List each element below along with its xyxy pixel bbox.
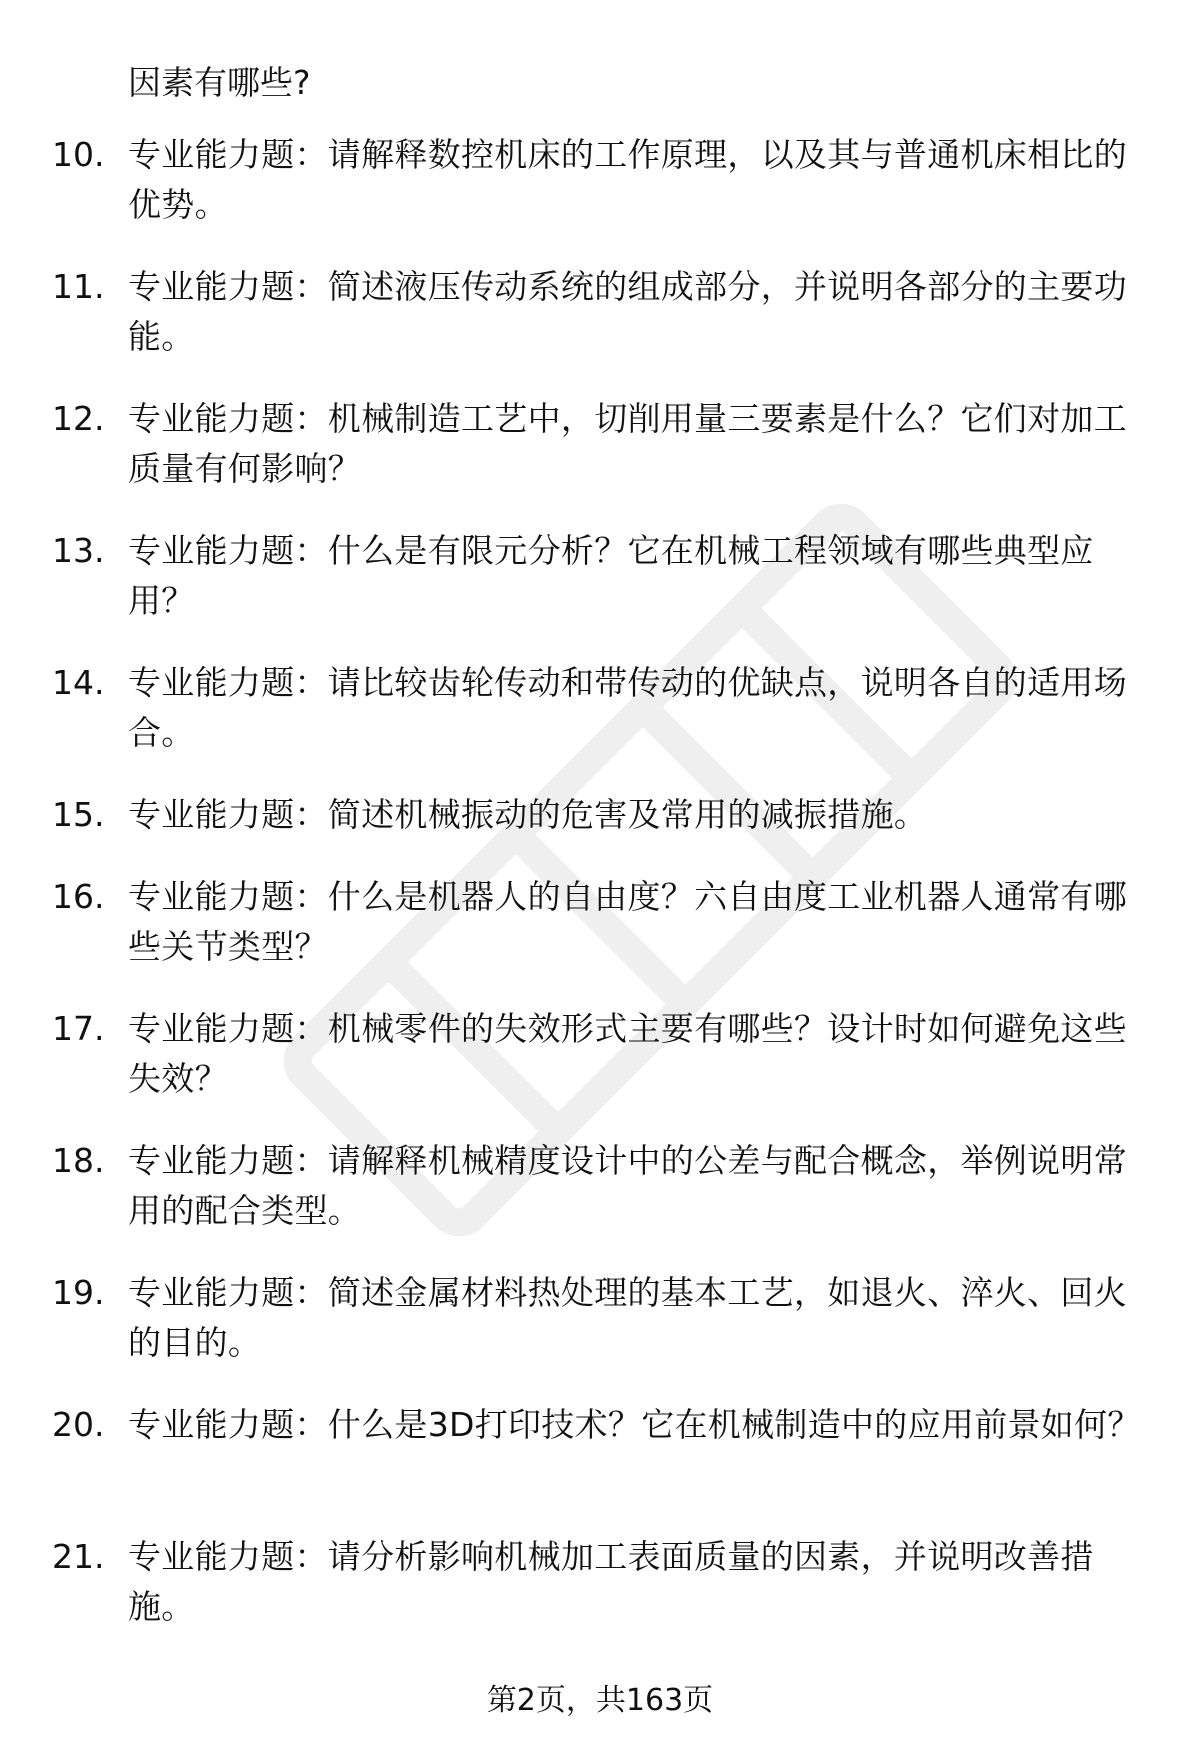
question-number: 19. — [52, 1273, 105, 1312]
page-footer: 第2页，共163页 — [486, 1683, 714, 1718]
question-item-18 — [0, 1136, 1200, 1236]
question-item-19 — [0, 1268, 1200, 1368]
question-number: 21. — [52, 1537, 105, 1576]
question-text: 专业能力题：请比较齿轮传动和带传动的优缺点，说明各自的适用场合。 — [128, 663, 1127, 752]
question-number: 10. — [52, 135, 105, 174]
question-text: 专业能力题：请解释数控机床的工作原理，以及其与普通机床相比的优势。 — [128, 135, 1127, 224]
question-number: 14. — [52, 663, 105, 702]
continued-question-text: 因素有哪些? — [128, 63, 311, 102]
question-item-12 — [0, 394, 1200, 494]
question-item-11 — [0, 262, 1200, 362]
question-text: 专业能力题：请分析影响机械加工表面质量的因素，并说明改善措施。 — [128, 1537, 1094, 1626]
question-number: 20. — [52, 1405, 105, 1444]
question-number: 13. — [52, 531, 105, 570]
question-number: 16. — [52, 877, 105, 916]
question-text: 专业能力题：什么是机器人的自由度？六自由度工业机器人通常有哪些关节类型？ — [128, 877, 1127, 966]
question-number: 17. — [52, 1009, 105, 1048]
question-number: 12. — [52, 399, 105, 438]
question-item-17 — [0, 1004, 1200, 1104]
question-text: 专业能力题：简述机械振动的危害及常用的减振措施。 — [128, 795, 928, 834]
question-text: 专业能力题：机械制造工艺中，切削用量三要素是什么？它们对加工质量有何影响？ — [128, 399, 1127, 488]
question-item-21 — [0, 1532, 1200, 1632]
question-item-10 — [0, 130, 1200, 230]
question-number: 11. — [52, 267, 105, 306]
question-text: 专业能力题：简述液压传动系统的组成部分，并说明各部分的主要功能。 — [128, 267, 1127, 356]
question-list — [0, 130, 1200, 1664]
question-text: 专业能力题：什么是3D打印技术？它在机械制造中的应用前景如何？ — [128, 1405, 1141, 1444]
question-item-16 — [0, 872, 1200, 972]
question-number: 15. — [52, 795, 105, 834]
question-item-20 — [0, 1400, 1200, 1500]
question-text: 专业能力题：请解释机械精度设计中的公差与配合概念，举例说明常用的配合类型。 — [128, 1141, 1127, 1230]
question-text: 专业能力题：机械零件的失效形式主要有哪些？设计时如何避免这些失效？ — [128, 1009, 1127, 1098]
question-item-14 — [0, 658, 1200, 758]
question-item-13 — [0, 526, 1200, 626]
question-text: 专业能力题：简述金属材料热处理的基本工艺，如退火、淬火、回火的目的。 — [128, 1273, 1127, 1362]
question-text: 专业能力题：什么是有限元分析？它在机械工程领域有哪些典型应用？ — [128, 531, 1094, 620]
question-item-15 — [0, 790, 1200, 840]
question-number: 18. — [52, 1141, 105, 1180]
